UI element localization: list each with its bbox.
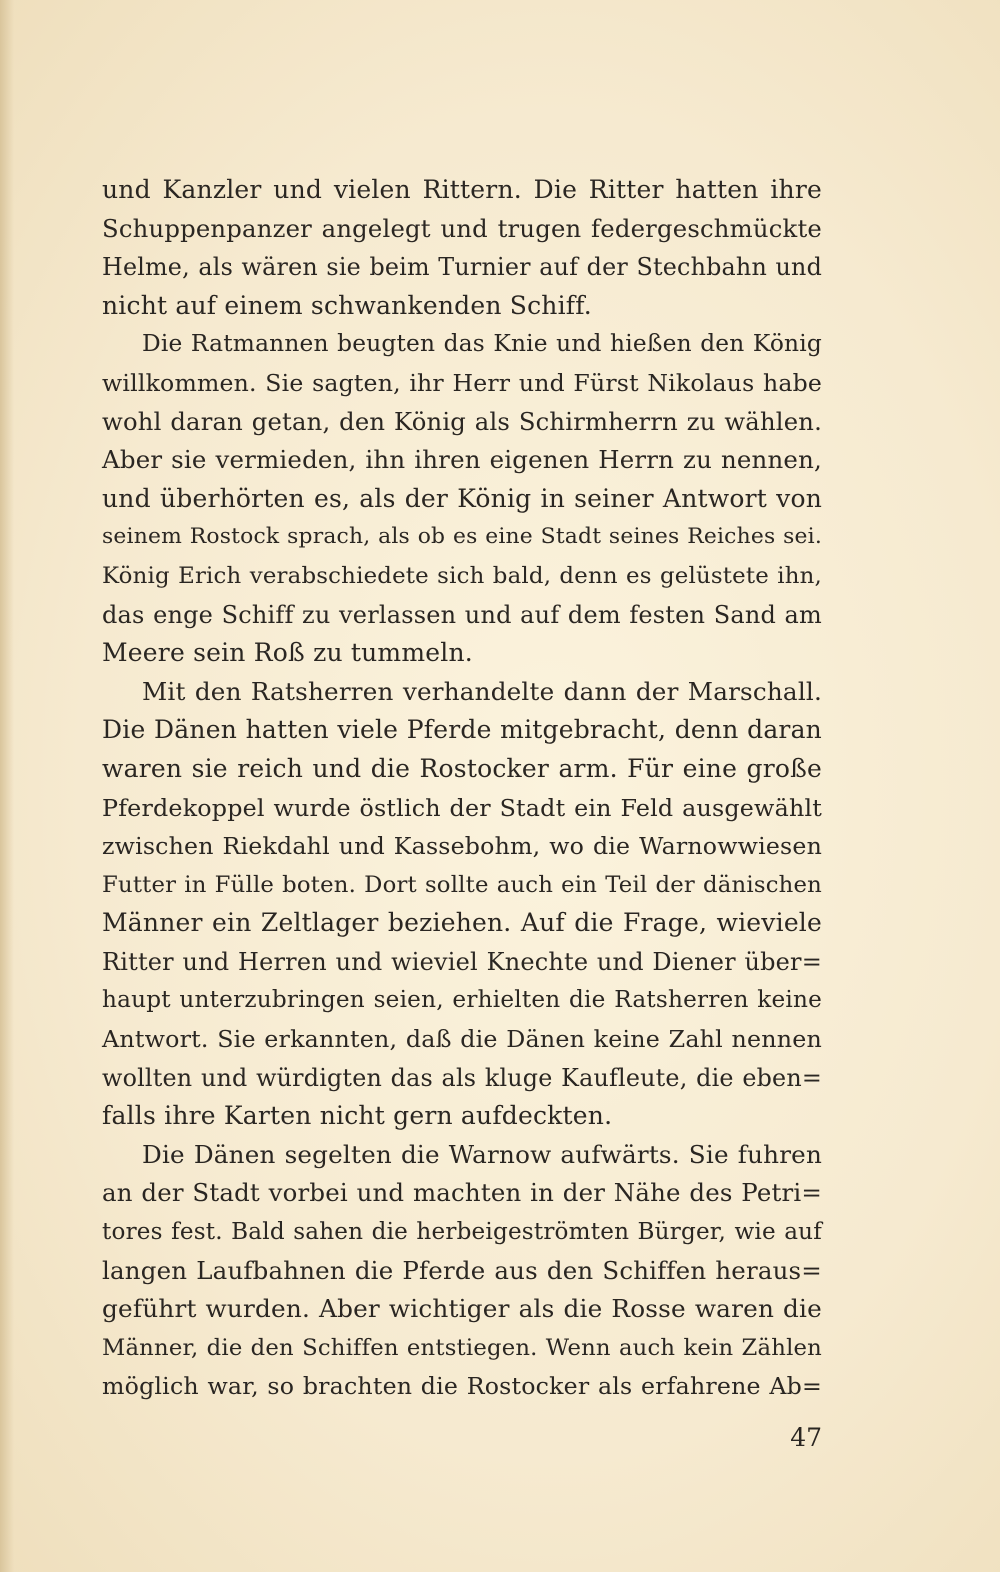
text-line: Die Dänen hatten viele Pferde mitgebracht, denn daran bbox=[102, 715, 822, 745]
text-line: an der Stadt vorbei und machten in der Nähe des Petri= bbox=[102, 1178, 822, 1208]
page-number: 47 bbox=[790, 1423, 822, 1452]
body-text bbox=[102, 171, 822, 1406]
text-line: und Kanzler und vielen Rittern. Die Ritter hatten ihre bbox=[102, 175, 822, 204]
text-line: möglich war, so brachten die Rostocker als erfahrene Ab= bbox=[102, 1372, 822, 1401]
text-line: Männer ein Zeltlager beziehen. Auf die Frage, wieviele bbox=[102, 908, 822, 938]
text-line: seinem Rostock sprach, als ob es eine Stadt seines Reiches sei. bbox=[102, 524, 822, 550]
text-line: Mit den Ratsherren verhandelte dann der Marschall. bbox=[142, 676, 822, 706]
text-line: Aber sie vermieden, ihn ihren eigenen Herrn zu nennen, bbox=[102, 445, 822, 475]
page-spine-shadow bbox=[0, 0, 14, 1572]
text-line: tores fest. Bald sahen die herbeigeströmten Bürger, wie auf bbox=[102, 1219, 822, 1246]
text-line: Meere sein Roß zu tummeln. bbox=[102, 638, 473, 668]
text-line: Männer, die den Schiffen entstiegen. Wenn auch kein Zählen bbox=[102, 1334, 822, 1361]
text-line: langen Laufbahnen die Pferde aus den Schiffen heraus= bbox=[102, 1255, 822, 1285]
text-line: willkommen. Sie sagten, ihr Herr und Fürst Nikolaus habe bbox=[102, 368, 822, 397]
text-line: das enge Schiff zu verlassen und auf dem festen Sand am bbox=[102, 600, 822, 629]
text-line: haupt unterzubringen seien, erhielten die Ratsherren keine bbox=[102, 987, 822, 1014]
text-line: Antwort. Sie erkannten, daß die Dänen keine Zahl nennen bbox=[102, 1025, 822, 1054]
text-line: Futter in Fülle boten. Dort sollte auch ein Teil der dänischen bbox=[102, 871, 822, 898]
text-line: und überhörten es, als der König in seiner Antwort von bbox=[102, 483, 822, 513]
text-line: König Erich verabschiedete sich bald, denn es gelüstete ihn, bbox=[102, 562, 822, 589]
text-line: Pferdekoppel wurde östlich der Stadt ein Feld ausgewählt bbox=[102, 793, 822, 822]
text-line: zwischen Riekdahl und Kassebohm, wo die Warnowwiesen bbox=[102, 832, 822, 861]
text-line: Helme, als wären sie beim Turnier auf der Stechbahn und bbox=[102, 253, 822, 282]
text-line: wohl daran getan, den König als Schirmherrn zu wählen. bbox=[102, 406, 822, 436]
text-line: Ritter und Herren und wieviel Knechte und Diener über= bbox=[102, 947, 822, 976]
text-line: falls ihre Karten nicht gern aufdeckten. bbox=[102, 1101, 613, 1131]
text-line: Schuppenpanzer angelegt und trugen federgeschmückte bbox=[102, 213, 822, 243]
text-line: wollten und würdigten das als kluge Kaufleute, die eben= bbox=[102, 1063, 822, 1092]
text-line: geführt wurden. Aber wichtiger als die Rosse waren die bbox=[102, 1294, 822, 1324]
text-line: nicht auf einem schwankenden Schiff. bbox=[102, 290, 592, 320]
text-line: waren sie reich und die Rostocker arm. Für eine große bbox=[102, 753, 822, 783]
text-line: Die Dänen segelten die Warnow aufwärts. Sie fuhren bbox=[142, 1139, 822, 1169]
text-line: Die Ratmannen beugten das Knie und hießen den König bbox=[142, 330, 822, 358]
